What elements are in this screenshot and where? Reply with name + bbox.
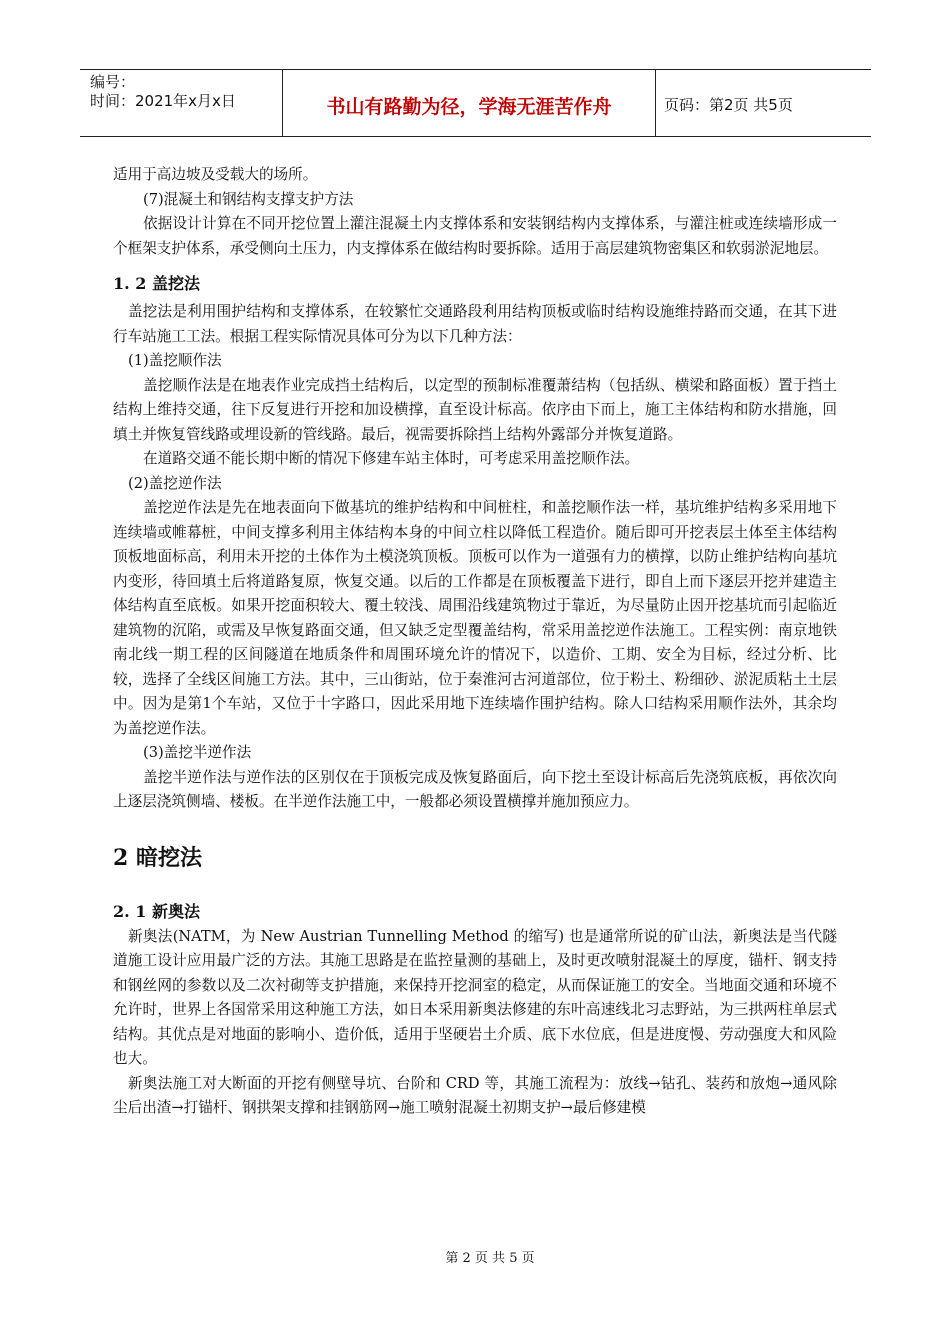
- header-number-label: 编号：: [90, 73, 136, 91]
- section-heading-2: 2 暗挖法: [113, 844, 202, 871]
- paragraph: 盖挖顺作法是在地表作业完成挡土结构后，以定型的预制标准覆萧结构（包括纵、横梁和路面板）置于挡土结构上维持交通，往下反复进行开挖和加设横撑，直至设计标高。依序由下而上，施工主体结构和防水措施，回填土并恢复管线路或埋设新的管线路。最后，视需要拆除挡上结构外露部分并恢复道路。: [113, 376, 837, 443]
- page-header: [80, 69, 871, 137]
- paragraph: (7)混凝土和钢结构支撑支护方法: [143, 190, 354, 208]
- paragraph: 适用于高边坡及受载大的场所。: [113, 166, 318, 183]
- document-body: [113, 163, 837, 1121]
- header-page-info: 页码：第2页 共5页: [664, 95, 793, 114]
- paragraph: 盖挖半逆作法与逆作法的区别仅在于顶板完成及恢复路面后，向下挖土至设计标高后先浇筑底板，再依次向上逐层浇筑侧墙、楼板。在半逆作法施工中，一般都必须设置横撑并施加预应力。: [113, 768, 837, 810]
- paragraph: (3)盖挖半逆作法: [143, 744, 252, 761]
- page-footer: 第 2 页 共 5 页: [445, 1251, 535, 1266]
- header-meta: [80, 70, 283, 136]
- section-heading-2-1: 2. 1 新奥法: [113, 901, 200, 921]
- section-heading-1-2: 1. 2 盖挖法: [113, 274, 200, 293]
- header-time-label: 时间：2021年x月x日: [90, 92, 236, 110]
- paragraph: 新奥法施工对大断面的开挖有侧壁导坑、台阶和 CRD 等，其施工流程为：放线→钻孔、装药和放炮→通风除尘后出渣→打锚杆、钢拱架支撑和挂钢筋网→施工喷射混凝土初期支护→最后修建模: [113, 1074, 837, 1116]
- paragraph: 新奥法(NATM，为 New Austrian Tunnelling Method 的缩写) 也是通常所说的矿山法，新奥法是当代隧道施工设计应用最广泛的方法。其施工思路是在监控量测的基础上，及时更改喷射混凝土的厚度，锚杆、钢支持和钢丝网的参数以及二次衬砌等支护措施，来保持开挖洞室的稳定，从而保证施工的安全。当地面交通和环境不允许时，世界上各国常采用这种施工方法，如日本采用新奥法修建的东叶高速线北习志野站，为三拱两柱单层式结构。其优点是对地面的影响小、造价低，适用于坚硬岩土介质、底下水位底，但是进度慢、劳动强度大和风险也大。: [113, 927, 837, 1067]
- paragraph: (2)盖挖逆作法: [128, 474, 222, 492]
- paragraph: 在道路交通不能长期中断的情况下修建车站主体时，可考虑采用盖挖顺作法。: [143, 450, 640, 467]
- paragraph: (1)盖挖顺作法: [128, 352, 222, 369]
- paragraph: 盖挖逆作法是先在地表面向下做基坑的维护结构和中间桩柱，和盖挖顺作法一样，基坑维护结构多采用地下连续墙或帷幕桩，中间支撑多利用主体结构本身的中间立柱以降低工程造价。随后即可开挖表层土体至主体结构顶板地面标高，利用未开挖的土体作为土模浇筑顶板。顶板可以作为一道强有力的横撑，以防止维护结构向基坑内变形，待回填土后将道路复原，恢复交通。以后的工作都是在顶板覆盖下进行，即自上而下逐层开挖并建造主体结构直至底板。如果开挖面积较大、覆土较浅、周围沿线建筑物过于靠近，为尽量防止因开挖基坑而引起临近建筑物的沉陷，或需及早恢复路面交通，但又缺乏定型覆盖结构，常采用盖挖逆作法施工。工程实例：南京地铁南北线一期工程的区间隧道在地质条件和周围环境允许的情况下，以造价、工期、安全为目标，经过分析、比较，选择了全线区间施工方法。其中，三山街站，位于秦淮河古河道部位，位于粉土、粉细砂、淤泥质粘土土层中。因为是第1个车站，又位于十字路口，因此采用地下连续墙作围护结构。除人口结构采用顺作法外，其余均为盖挖逆作法。: [113, 499, 837, 737]
- header-motto: 书山有路勤为径，学海无涯苦作舟: [283, 70, 656, 136]
- paragraph: 依据设计计算在不同开挖位置上灌注混凝土内支撑体系和安装钢结构内支撑体系，与灌注桩或连续墙形成一个框架支护体系，承受侧向土压力，内支撑体系在做结构时要拆除。适用于高层建筑物密集区和软弱淤泥地层。: [113, 215, 837, 257]
- paragraph: 盖挖法是利用围护结构和支撑体系，在较繁忙交通路段利用结构顶板或临时结构设施维持路而交通，在其下进行车站施工工法。根据工程实际情况具体可分为以下几种方法：: [113, 303, 837, 345]
